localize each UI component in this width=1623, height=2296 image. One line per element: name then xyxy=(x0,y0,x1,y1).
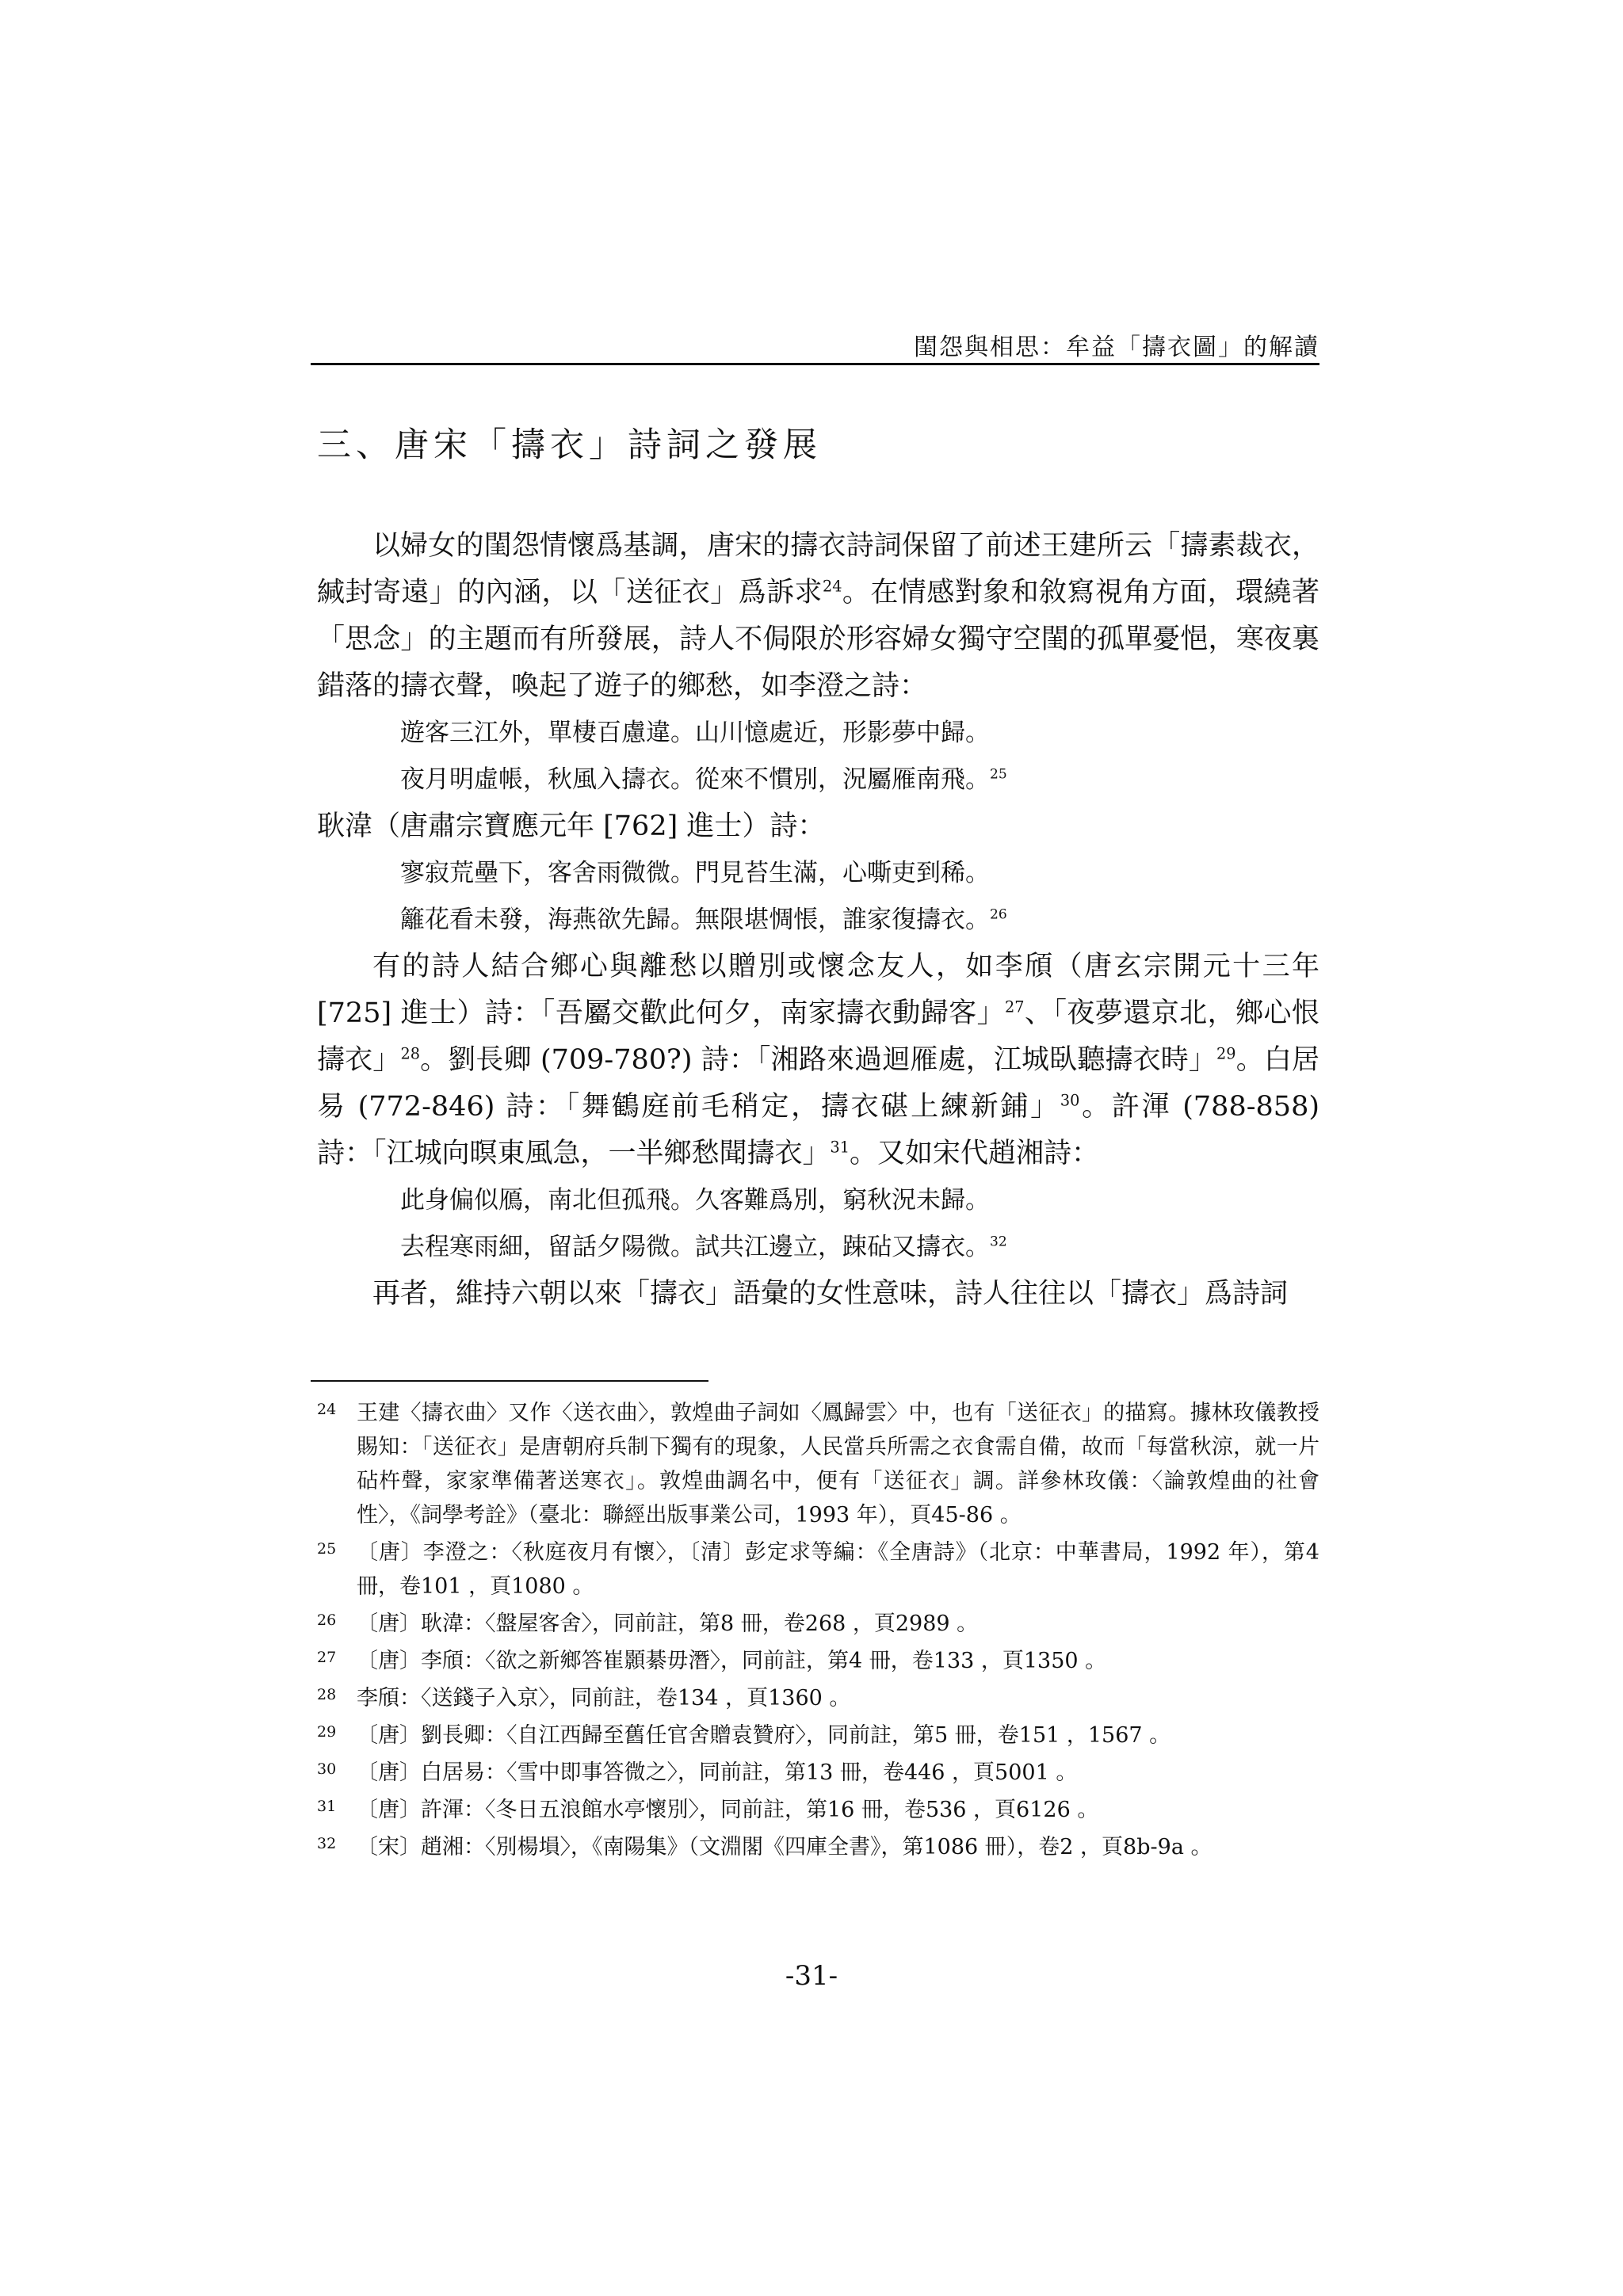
paragraph-3-text-4: 。白居易 (772-846) 詩：「舞鶴庭前毛稍定，擣衣碪上練新鋪」 xyxy=(317,1044,1319,1123)
poem-3-line-1: 此身偏似鴈，南北但孤飛。久客難爲別，窮秋況未歸。 xyxy=(400,1186,990,1215)
footnote-27 xyxy=(317,1644,1319,1678)
footnote-number: 25 xyxy=(317,1540,337,1558)
footnote-26 xyxy=(317,1607,1319,1641)
footnote-31 xyxy=(317,1793,1319,1827)
footnote-24 xyxy=(317,1396,1319,1532)
poem-1-line-1: 遊客三江外，單棲百慮違。山川憶處近，形影夢中歸。 xyxy=(400,719,990,747)
poem-3-line-2 xyxy=(317,1224,1319,1271)
paragraph-4: 再者，維持六朝以來「擣衣」語彙的女性意味，詩人往往以「擣衣」爲詩詞 xyxy=(372,1278,1289,1310)
header-rule xyxy=(311,363,1319,365)
paragraph-2: 耿湋（唐肅宗寶應元年 [762] 進士）詩： xyxy=(317,810,826,842)
footnote-ref-25: 25 xyxy=(990,766,1007,783)
poem-1-line-2 xyxy=(317,757,1319,803)
footnote-30 xyxy=(317,1756,1319,1790)
poem-1-line-2-text: 夜月明虛帳，秋風入擣衣。從來不慣別，況屬雁南飛。 xyxy=(400,765,990,794)
footnote-text: 〔宋〕趙湘：〈別楊塤〉，《南陽集》（文淵閣《四庫全書》，第1086 冊），卷2 ，頁8b-9a 。 xyxy=(357,1835,1212,1859)
footnotes xyxy=(317,1396,1319,1867)
footnote-text: 〔唐〕劉長卿：〈自江西歸至舊任官舍贈袁贊府〉，同前註，第5 冊，卷151 ，1567 。 xyxy=(357,1723,1171,1748)
paragraph-1-text-after: 。在情感對象和敘寫視角方面，環繞著「思念」的主題而有所發展，詩人不侷限於形容婦女獨守空閨的孤單憂悒，寒夜裏錯落的擣衣聲，喚起了遊子的鄉愁，如李澄之詩： xyxy=(317,577,1319,702)
footnote-text: 〔唐〕白居易：〈雪中即事答微之〉，同前註，第13 冊，卷446 ，頁5001 。 xyxy=(357,1760,1078,1785)
footnote-ref-30: 30 xyxy=(1060,1091,1080,1110)
footnote-text: 李頎：〈送錢子入京〉，同前註，卷134 ，頁1360 。 xyxy=(357,1686,851,1711)
section-title: 三、唐宋「擣衣」詩詞之發展 xyxy=(317,425,822,465)
footnote-text: 〔唐〕李頎：〈欲之新鄉答崔顥綦毋潛〉，同前註，第4 冊，卷133 ，頁1350 。 xyxy=(357,1649,1107,1673)
footnote-text: 〔唐〕耿湋：〈盤屋客舍〉，同前註，第8 冊，卷268 ，頁2989 。 xyxy=(357,1611,979,1636)
footnote-text: 〔唐〕李澄之：〈秋庭夜月有懷〉，〔清〕彭定求等編：《全唐詩》（北京：中華書局，1992 年），第4 冊，卷101 ，頁1080 。 xyxy=(357,1540,1319,1599)
paragraph-1 xyxy=(317,523,1319,710)
paragraph-3 xyxy=(317,944,1319,1177)
paragraph-3-text-6: 。又如宋代趙湘詩： xyxy=(850,1138,1100,1169)
footnote-number: 31 xyxy=(317,1798,337,1815)
footnote-text: 王建〈擣衣曲〉又作〈送衣曲〉，敦煌曲子詞如〈鳳歸雲〉中，也有「送征衣」的描寫。據林玫儀教授賜知：「送征衣」是唐朝府兵制下獨有的現象，人民當兵所需之衣食需自備，故而「每當秋涼，就一片砧杵聲，家家準備著送寒衣」。敦煌曲調名中，便有「送征衣」調。詳參林玫儀：〈論敦煌曲的社會性〉，《詞學考詮》（臺北：聯經出版事業公司，1993 年），頁45-86 。 xyxy=(357,1401,1319,1527)
paragraph-3-text-5: 。許渾 (788-858) 詩：「江城向暝東風急，一半鄉愁聞擣衣」 xyxy=(317,1091,1320,1169)
footnote-29 xyxy=(317,1718,1319,1753)
running-head: 閨怨與相思：牟益「擣衣圖」的解讀 xyxy=(914,334,1319,361)
footnote-ref-26: 26 xyxy=(990,906,1007,923)
poem-2-line-1: 寥寂荒壘下，客舍雨微微。門見苔生滿，心嘶吏到稀。 xyxy=(400,859,990,887)
paragraph-1-text: 以婦女的閨怨情懷爲基調，唐宋的擣衣詩詞保留了前述王建所云「擣素裁衣，緘封寄遠」的內涵，以「送征衣」爲訴求 xyxy=(317,530,1319,608)
footnote-text: 〔唐〕許渾：〈冬日五浪館水亭懷別〉，同前註，第16 冊，卷536 ，頁6126 。 xyxy=(357,1798,1099,1822)
footnote-ref-24: 24 xyxy=(822,577,842,596)
paragraph-3-text-2: 、「夜夢還京北，鄉心恨擣衣」 xyxy=(317,997,1319,1076)
poem-2-line-2-text: 籬花看未發，海燕欲先歸。無限堪惆悵，誰家復擣衣。 xyxy=(400,906,990,934)
paragraph-3-text-1: 有的詩人結合鄉心與離愁以贈別或懷念友人，如李頎（唐玄宗開元十三年 [725] 進士）詩：「吾屬交歡此何夕，南家擣衣動歸客」 xyxy=(317,951,1319,1029)
footnote-number: 30 xyxy=(317,1760,337,1778)
footnote-ref-31: 31 xyxy=(830,1138,850,1157)
footnote-25 xyxy=(317,1535,1319,1604)
footnote-rule xyxy=(311,1380,708,1382)
poem-3-line-2-text: 去程寒雨細，留話夕陽微。試共江邊立，踈砧又擣衣。 xyxy=(400,1233,990,1261)
footnote-number: 24 xyxy=(317,1401,337,1418)
footnote-32 xyxy=(317,1830,1319,1864)
body-text xyxy=(317,523,1319,1318)
paragraph-3-text-3: 。劉長卿 (709-780?) 詩：「湘路來過迴雁處，江城臥聽擣衣時」 xyxy=(419,1044,1217,1076)
footnote-number: 27 xyxy=(317,1649,337,1666)
footnote-ref-28: 28 xyxy=(400,1044,420,1063)
poem-2-line-2 xyxy=(317,897,1319,944)
footnote-number: 32 xyxy=(317,1835,337,1852)
footnote-28 xyxy=(317,1681,1319,1715)
footnote-number: 28 xyxy=(317,1686,337,1703)
footnote-number: 26 xyxy=(317,1611,337,1629)
page-number: -31- xyxy=(785,1960,838,1992)
footnote-number: 29 xyxy=(317,1723,337,1741)
footnote-ref-27: 27 xyxy=(1005,997,1025,1016)
footnote-ref-29: 29 xyxy=(1216,1044,1236,1063)
footnote-ref-32: 32 xyxy=(990,1234,1007,1250)
